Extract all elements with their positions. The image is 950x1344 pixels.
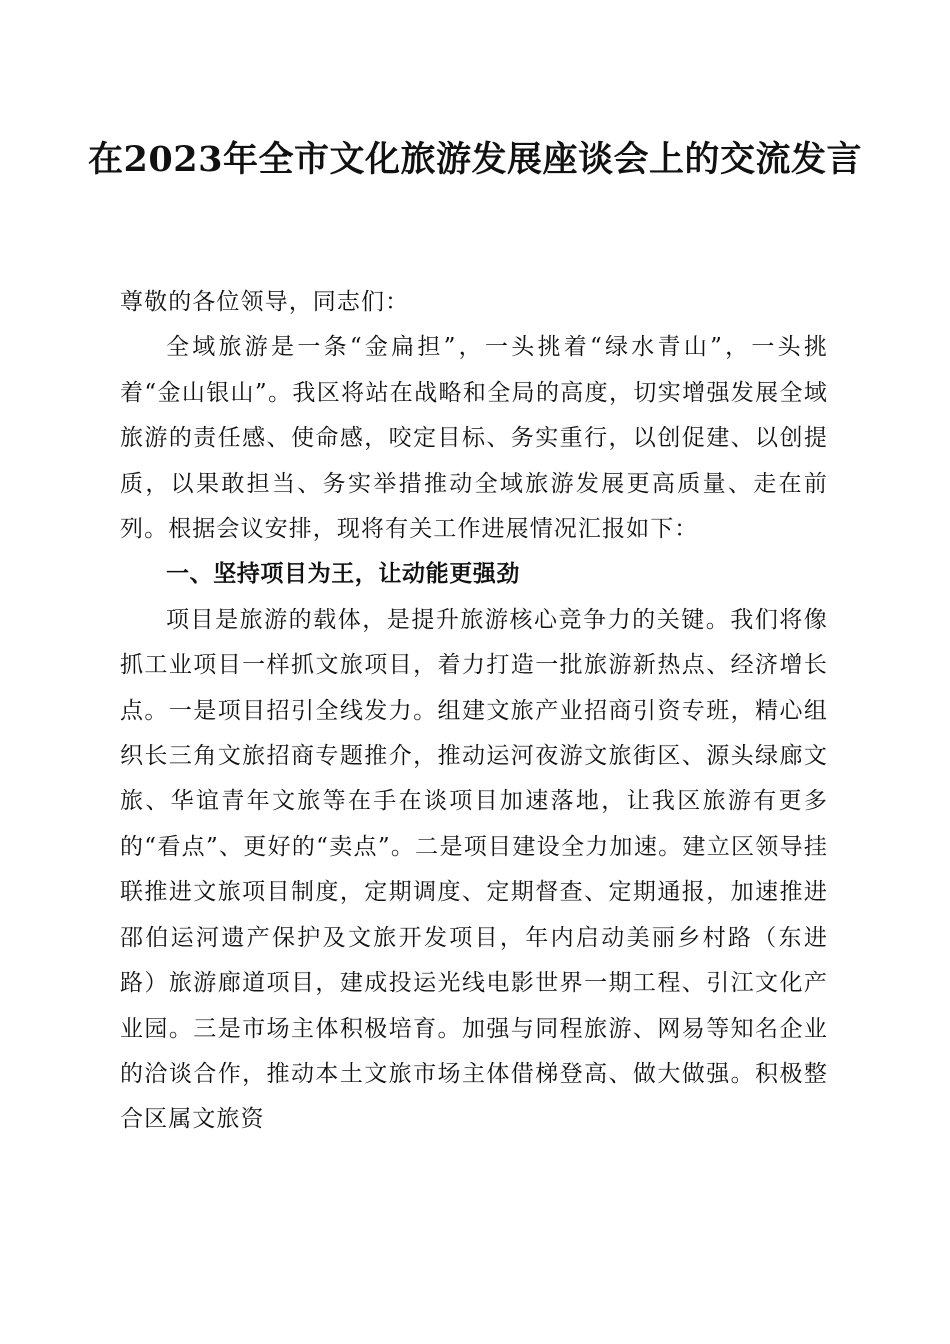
intro-paragraph: 全域旅游是一条“金扁担”，一头挑着“绿水青山”，一头挑着“金山银山”。我区将站在战略和全局的高度，切实增强发展全域旅游的责任感、使命感，咬定目标、务实重行，以创促建、以创提质，以果敢担当、务实举措推动全域旅游发展更高质量、走在前列。根据会议安排，现将有关工作进展情况汇报如下： bbox=[120, 334, 828, 543]
document-body bbox=[120, 280, 828, 1143]
document-title: 在2023年全市文化旅游发展座谈会上的交流发言 bbox=[88, 139, 862, 180]
section-paragraph: 项目是旅游的载体，是提升旅游核心竞争力的关键。我们将像抓工业项目一样抓文旅项目，着力打造一批旅游新热点、经济增长点。一是项目招引全线发力。组建文旅产业招商引资专班，精心组织长三角文旅招商专题推介，推动运河夜游文旅街区、源头绿廊文旅、华谊青年文旅等在手在谈项目加速落地，让我区旅游有更多的“看点”、更好的“卖点”。二是项目建设全力加速。建立区领导挂联推进文旅项目制度，定期调度、定期督查、定期通报，加速推进邵伯运河遗产保护及文旅开发项目，年内启动美丽乡村路（东进路）旅游廊道项目，建成投运光线电影世界一期工程、引江文化产业园。三是市场主体积极培育。加强与同程旅游、网易等知名企业的洽谈合作，推动本土文旅市场主体借梯登高、做大做强。积极整合区属文旅资 bbox=[120, 606, 828, 1133]
salutation: 尊敬的各位领导，同志们： bbox=[120, 289, 410, 315]
section-heading: 一、坚持项目为王，让动能更强劲 bbox=[166, 561, 520, 588]
